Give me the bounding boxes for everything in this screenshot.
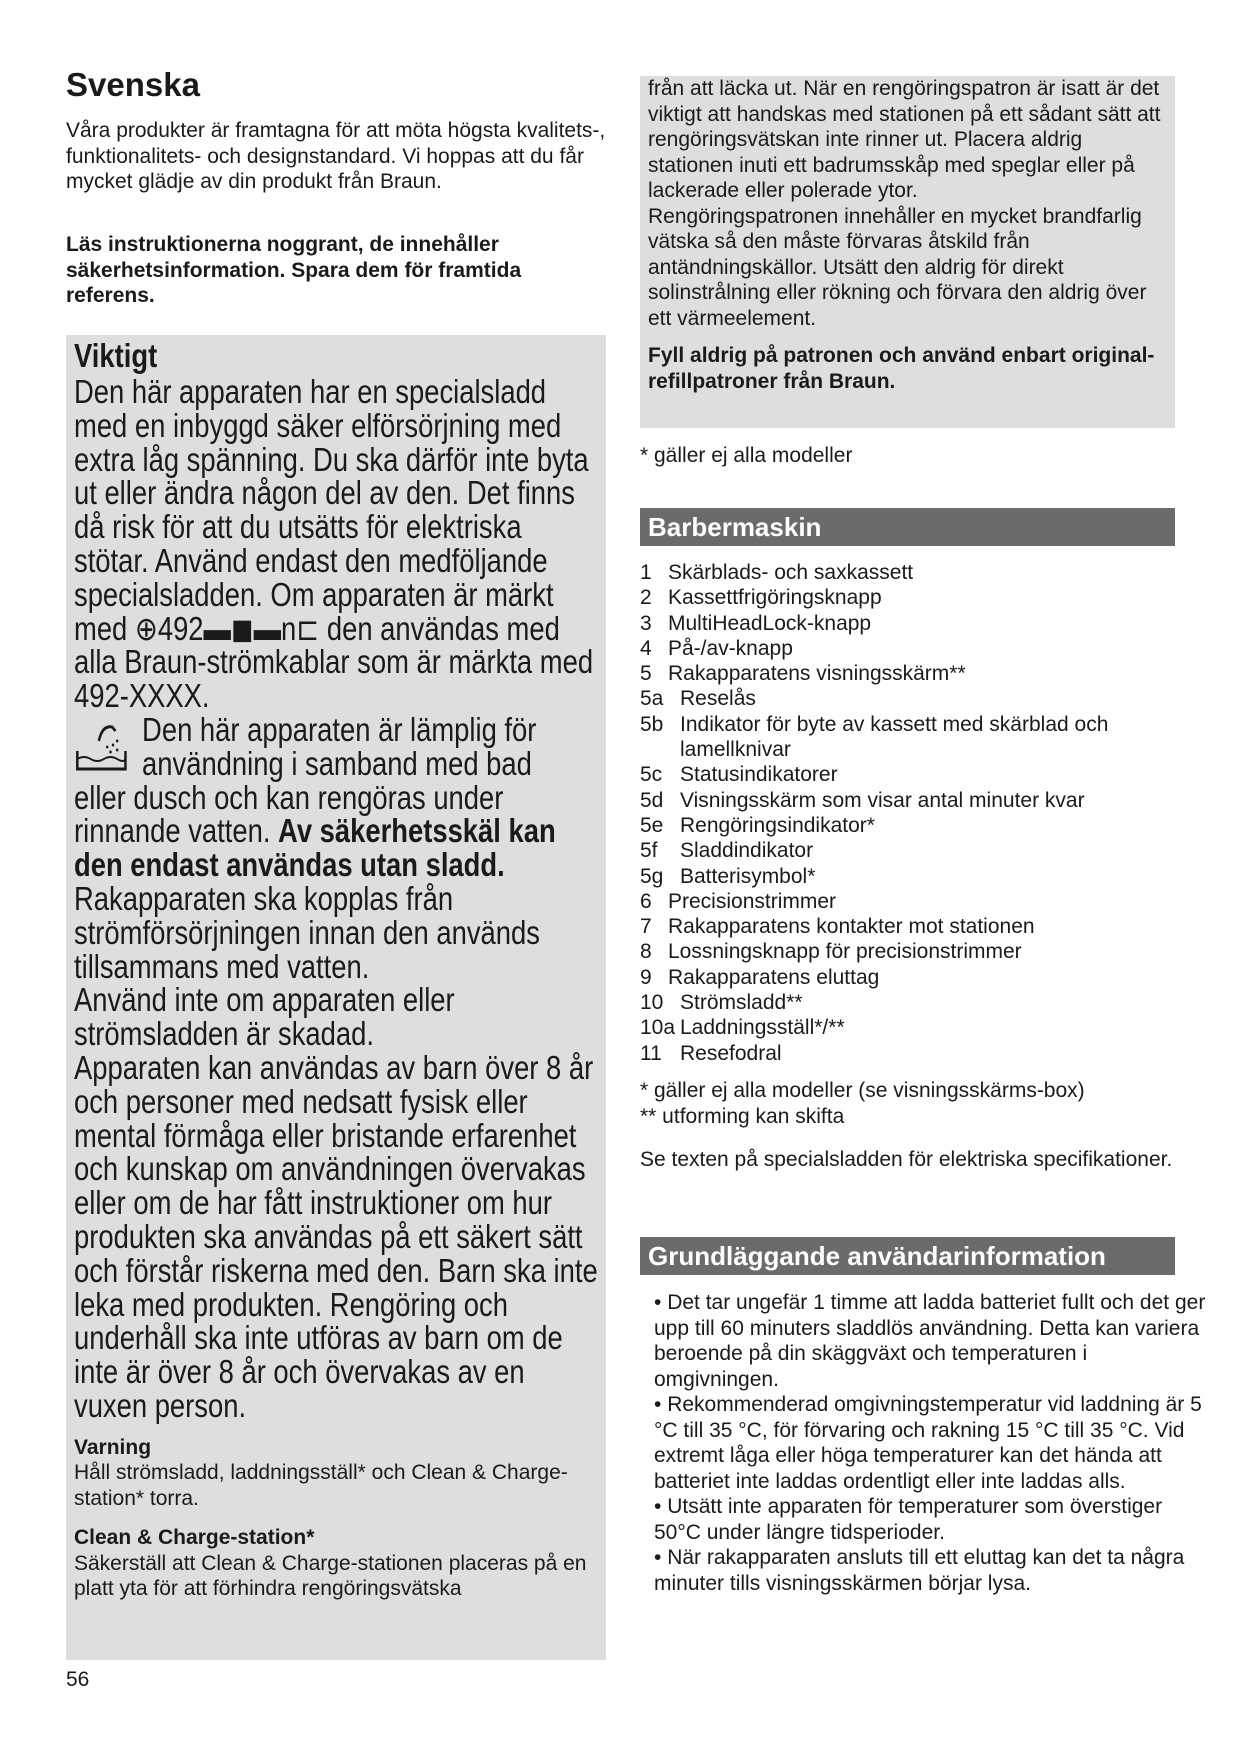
spec-text: Se texten på specialsladden för elektriska specifikationer. bbox=[640, 1148, 1173, 1171]
station-continued-text: från att läcka ut. När en rengöringspatron är isatt är det viktigt att handskas med stationen på ett sådant sätt att rengöringsvätskan inte rinner ut. Placera aldrig stationen inuti ett badrumsskåp med speglar eller på lackerade eller polerade ytor. bbox=[648, 77, 1161, 202]
list-item: 1 Skärblads- och saxkassett bbox=[640, 561, 914, 584]
water-text-end: Rakapparaten ska kopplas från strömförsörjningen innan den används tillsammans med vatten. bbox=[74, 879, 540, 985]
warning-heading: Varning bbox=[74, 1435, 152, 1459]
warning-text: Håll strömsladd, laddningsställ* och Clean & Charge-station* torra. bbox=[74, 1461, 568, 1510]
cartridge-bold-text: Fyll aldrig på patronen och använd enbart original-refillpatroner från Braun. bbox=[648, 344, 1155, 393]
note-models: * gäller ej alla modeller (se visningsskärms-box) bbox=[640, 1079, 1085, 1102]
page-number: 56 bbox=[66, 1668, 90, 1691]
list-item: 8 Lossningsknapp för precisionstrimmer bbox=[640, 940, 1022, 964]
list-item: 9 Rakapparatens eluttag bbox=[640, 965, 880, 989]
list-item: 7 Rakapparatens kontakter mot stationen bbox=[640, 915, 1035, 939]
warning-section bbox=[74, 1435, 598, 1512]
list-item: 4 På-/av-knapp bbox=[640, 636, 793, 660]
parts-notes bbox=[640, 1078, 1085, 1129]
list-item: 5g Batterisymbol* bbox=[640, 864, 816, 888]
list-item: 5 Rakapparatens visningsskärm** bbox=[640, 662, 966, 686]
parts-list bbox=[640, 560, 1200, 1066]
page-title: Svenska bbox=[66, 66, 200, 103]
list-item: 5e Rengöringsindikator* bbox=[640, 813, 875, 837]
station-text: Säkerställ att Clean & Charge-stationen placeras på en platt yta för att förhindra rengöringsvätska bbox=[74, 1551, 587, 1601]
water-text-start: eller dusch och kan rengöras under rinnande vatten. bbox=[74, 778, 504, 850]
shaver-heading: Barbermaskin bbox=[640, 508, 1175, 546]
important-content bbox=[74, 337, 599, 1423]
list-item: • När rakapparaten ansluts till ett eluttag kan det ta några minuter tills visningsskärmen börjar lysa. bbox=[654, 1545, 1210, 1596]
list-item: 5b Indikator för byte av kassett med skärblad och lamellknivar bbox=[640, 712, 1109, 762]
list-item: 10a Laddningsställ*/** bbox=[640, 1016, 845, 1040]
list-item: 2 Kassettfrigöringsknapp bbox=[640, 586, 882, 610]
list-item: 5a Reselås bbox=[640, 687, 756, 711]
important-para-damaged: Använd inte om apparaten eller strömsladden är skadad. bbox=[74, 981, 455, 1053]
models-footnote: * gäller ej alla modeller bbox=[640, 444, 853, 467]
list-item: 5d Visningsskärm som visar antal minuter kvar bbox=[640, 788, 1085, 812]
bath-shower-icon bbox=[74, 719, 132, 777]
list-item: • Det tar ungefär 1 timme att ladda batteriet fullt och det ger upp till 60 minuters sladdlös användning. Detta kan variera beroende på din skäggväxt och temperaturen i omgivningen. bbox=[654, 1290, 1210, 1392]
bath-row bbox=[74, 710, 599, 782]
note-design: ** utforming kan skifta bbox=[640, 1104, 845, 1128]
cartridge-text: Rengöringspatronen innehåller en mycket brandfarlig vätska så den måste förvaras åtskild från antändningskällor. Utsätt den aldrig för direkt solinstrålning eller rökning och förvara den aldrig över ett värmeelement. bbox=[648, 204, 1147, 330]
important-heading: Viktigt bbox=[74, 337, 158, 374]
bath-text: Den här apparaten är lämplig för användning i samband med bad bbox=[142, 710, 537, 782]
list-item: 10 Strömsladd** bbox=[640, 991, 803, 1015]
basic-info-list bbox=[654, 1290, 1210, 1596]
basic-info-heading: Grundläggande användarinformation bbox=[640, 1237, 1175, 1275]
intro-bold-text: Läs instruktionerna noggrant, de innehåller säkerhetsinformation. Spara dem för framtida referens. bbox=[66, 233, 522, 307]
water-text-bold: Av säkerhetsskäl kan den endast användas utan sladd. bbox=[74, 812, 556, 884]
list-item: 5c Statusindikatorer bbox=[640, 763, 838, 787]
list-item: 6 Precisionstrimmer bbox=[640, 889, 837, 913]
list-item: • Utsätt inte apparaten för temperaturer som överstiger 50°C under längre tidsperioder. bbox=[654, 1494, 1210, 1545]
important-para-water bbox=[74, 778, 599, 985]
list-item: 5f Sladdindikator bbox=[640, 839, 814, 863]
list-item: 3 MultiHeadLock-knapp bbox=[640, 611, 872, 635]
station-continued-box bbox=[640, 76, 1175, 428]
important-para-children: Apparaten kan användas av barn över 8 år och personer med nedsatt fysisk eller mental förmåga eller bristande erfarenhet och kunskap om användningen övervakas eller om de har fått instruktioner om hur produkten ska användas på ett säkert sätt och förstår riskerna med den. Barn ska inte leka med produkten. Rengöring och underhåll ska inte utföras av barn om de inte är över 8 år och övervakas av en vuxen person. bbox=[74, 1048, 598, 1424]
important-box bbox=[66, 335, 606, 1660]
list-item: • Rekommenderad omgivningstemperatur vid laddning är 5 °C till 35 °C, för förvaring och rakning 15 °C till 35 °C. Vid extremt låga eller höga temperaturer kan det hända att batteriet inte laddas ordentligt eller inte laddas alls. bbox=[654, 1392, 1210, 1494]
station-heading: Clean & Charge-station* bbox=[74, 1526, 315, 1550]
list-item: 11 Resefodral bbox=[640, 1041, 782, 1065]
intro-text: Våra produkter är framtagna för att möta högsta kvalitets-, funktionalitets- och designstandard. Vi hoppas att du får mycket glädje av din produkt från Braun. bbox=[66, 119, 606, 193]
important-para-cord: Den här apparaten har en specialsladd med en inbyggd säker elförsörjning med extra låg spänning. Du ska därför inte byta ut eller ändra någon del av den. Det finns då risk för att du utsätts för elektriska stötar. Använd endast den medföljande specialsladden. Om apparaten är märkt med ⊕492▬◼▬n⊏ den användas med alla Braun-strömkablar som är märkta med 492-XXXX. bbox=[74, 373, 594, 715]
station-section bbox=[74, 1525, 598, 1602]
